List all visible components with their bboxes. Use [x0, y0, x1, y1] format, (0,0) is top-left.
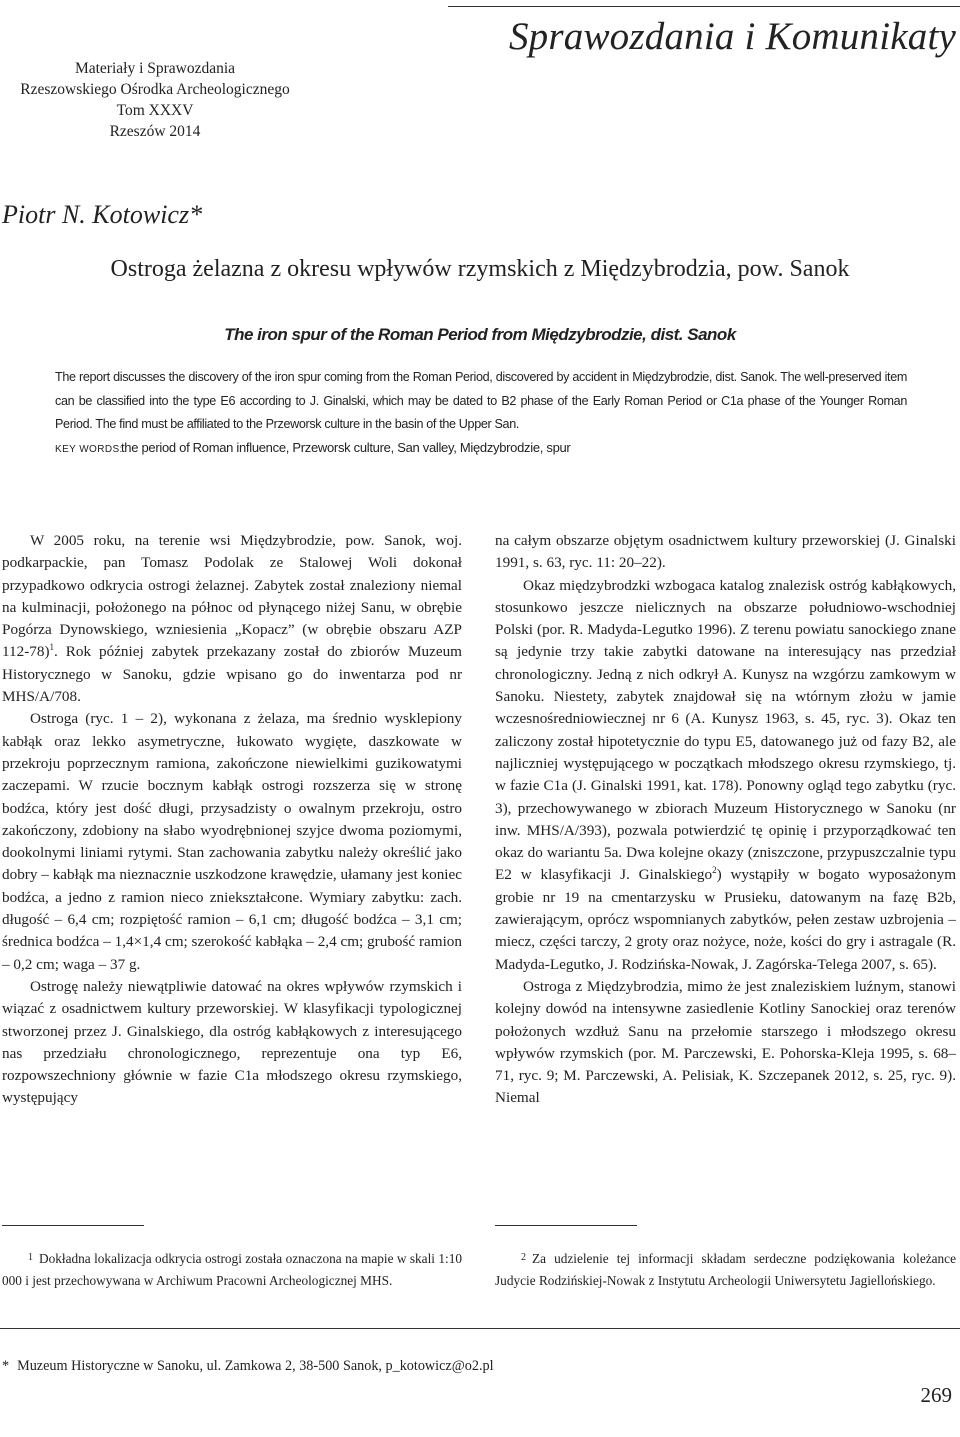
footnote-number: 1	[28, 1252, 33, 1263]
footnote-text: Za udzielenie tej informacji składam serdeczne podziękowania koleżance Judycie Rodzińskiej-Nowak z Instytutu Archeologii Uniwersytetu Jagiellońskiego.	[495, 1251, 956, 1288]
paragraph: Ostroga (ryc. 1 – 2), wykonana z żelaza, ma średnio wysklepiony kabłąk oraz lekko asymetryczne, łukowato wygięte, daszkowate w przekroju poprzecznym ramiona, zakończone niewielkimi guzikowatymi zaczepami. W rzucie bocznym kabłąk ostrogi rozszerza się w stronę bodźca, który jest dość długi, przysadzisty o owalnym przekroju, ostro zakończony, zdobiony na słabo wyodrębnionej szyjce dwoma poziomymi, dookolnymi liniami rytymi. Stan zachowania zabytku należy określić jako dobry – kabłąk ma nieznacznie uszkodzone krawędzie, ułamany jest koniec bodźca, a jedno z ramion nieco zniekształcone. Wymiary zabytku: zach. długość – 6,4 cm; rozpiętość ramion – 6,1 cm; długość bodźca – 3,1 cm; średnica bodźca – 1,4×1,4 cm; szerokość kabłąka – 2,4 cm; grubość ramion – 0,2 cm; waga – 37 g.	[2, 710, 462, 973]
paragraph: Ostroga z Międzybrodzia, mimo że jest znaleziskiem luźnym, stanowi kolejny dowód na intensywne zasiedlenie Kotliny Sanockiej oraz terenów położonych wzdłuż Sanu na przełomie starszego i młodszego okresu wpływów rzymskich (por. M. Parczewski, E. Pohorska-Kleja 1995, s. 68–71, ryc. 9; M. Parczewski, A. Pelisiak, K. Szczepanek 2012, s. 25, ryc. 9). Niemal	[495, 977, 956, 1107]
author-name: Piotr N. Kotowicz*	[2, 200, 203, 229]
affiliation-marker: *	[2, 1358, 10, 1374]
journal-place-year: Rzeszów 2014	[109, 123, 201, 140]
article-title-english: The iron spur of the Roman Period from Międzybrodzie, dist. Sanok	[224, 325, 736, 344]
abstract: The report discusses the discovery of the iron spur coming from the Roman Period, discovered by accident in Międzybrodzie, dist. Sanok. The well-preserved item can be classified into the type E6 according to J. Ginalski, which may be dated to B2 phase of the Early Roman Period or C1a phase of the Younger Roman Period. The find must be affiliated to the Przeworsk culture in the basin of the Upper San.	[55, 370, 907, 431]
paragraph: W 2005 roku, na terenie wsi Międzybrodzie, pow. Sanok, woj. podkarpackie, pan Tomasz Podolak ze Stalowej Woli dokonał przypadkowo odkrycia ostrogi żelaznej. Zabytek został znaleziony niemal na kulminacji, położonego na północ od płynącego niżej Sanu, w obrębie Pogórza Dynowskiego, wzniesienia „Kopacz” (w obrębie obszaru AZP 112-78)$^1$. Rok później zabytek przekazany został do zbiorów Muzeum Historycznego w Sanoku, gdzie wpisano go do inwentarza pod nr MHS/A/708.	[2, 532, 462, 706]
article-title-polish: Ostroga żelazna z okresu wpływów rzymskich z Międzybrodzia, pow. Sanok	[110, 256, 850, 282]
journal-name: Materiały i Sprawozdania	[74, 60, 236, 77]
header-rule	[448, 6, 960, 7]
body-column-left	[2, 530, 462, 1110]
keywords-label: KEY WORDS:	[55, 444, 123, 455]
journal-publisher: Rzeszowskiego Ośrodka Archeologicznego	[20, 81, 290, 98]
footnote-ref: 2	[712, 865, 717, 876]
footnote-number: 2	[521, 1252, 526, 1263]
footnote-2	[495, 1247, 956, 1291]
affiliation-rule	[0, 1328, 960, 1329]
page-number: 269	[920, 1383, 952, 1407]
keywords-line	[55, 440, 570, 455]
section-title: Sprawozdania i Komunikaty	[508, 15, 956, 58]
journal-volume: Tom XXXV	[116, 102, 194, 119]
paragraph: Ostrogę należy niewątpliwie datować na okres wpływów rzymskich i wiązać z osadnictwem kultury przeworskiej. W klasyfikacji typologicznej stworzonej przez J. Ginalskiego, dla ostróg kabłąkowych z interesującego nas przedziału chronologicznego, reprezentuje ona typ E6, rozpowszechniony głównie w fazie C1a młodszego okresu rzymskiego, występujący	[2, 977, 462, 1107]
paragraph: na całym obszarze objętym osadnictwem kultury przeworskiej (J. Ginalski 1991, s. 63, ryc. 11: 20–22).	[495, 532, 956, 572]
body-column-right	[495, 530, 956, 1110]
keywords-text: the period of Roman influence, Przeworsk culture, San valley, Międzybrodzie, spur	[121, 440, 571, 455]
footnote-rule	[495, 1225, 637, 1226]
footnote-1	[2, 1247, 462, 1291]
footnote-rule	[2, 1225, 144, 1226]
footnote-text: Dokładna lokalizacja odkrycia ostrogi została oznaczona na mapie w skali 1:10 000 i jest przechowywana w Archiwum Pracowni Archeologicznej MHS.	[2, 1251, 462, 1288]
author-affiliation	[2, 1358, 494, 1375]
paragraph: Okaz międzybrodzki wzbogaca katalog znalezisk ostróg kabłąkowych, stosunkowo jeszcze nielicznych na obszarze południowo-wschodniej Polski (por. R. Madyda-Legutko 1996). Z terenu powiatu sanockiego znane są jedynie trzy takie zabytki datowane na interesujący nas przedział chronologiczny. Jedną z nich odkrył A. Kunysz na wzgórzu zamkowym w Sanoku. Niestety, zabytek znajdował się na wtórnym złożu w jamie wczesnośredniowiecznej nr 6 (A. Kunysz 1963, s. 45, ryc. 3). Okaz ten zaliczony został hipotetycznie do typu E5, datowanego już od fazy B2, ale najliczniej występującego w początkach młodszego okresu rzymskiego, tj. w fazie C1a (J. Ginalski 1991, kat. 178). Ponowny ogląd tego zabytku (ryc. 3), przechowywanego w zbiorach Muzeum Historycznego w Sanoku (nr inw. MHS/A/393), pozwala potwierdzić tę opinię i przyporządkować ten okaz do wariantu 5a. Dwa kolejne okazy (zniszczone, przypuszczalnie typu E2 w klasyfikacji J. Ginalskiego$^2$) wystąpiły w bogato wyposażonym grobie nr 19 na cmentarzysku w Prusieku, datowanym na fazę B2b, zawierającym, oprócz wspomnianych zabytków, pełen zestaw uzbrojenia – miecz, części tarczy, 2 groty oraz nożyce, noże, kości do gry i astragale (R. Madyda-Legutko, J. Rodzińska-Nowak, J. Zagórska-Telega 2007, s. 65).	[495, 576, 957, 973]
footnote-ref: 1	[49, 642, 55, 653]
journal-info	[0, 58, 310, 142]
affiliation-text: Muzeum Historyczne w Sanoku, ul. Zamkowa 2, 38-500 Sanok, p_kotowicz@o2.pl	[17, 1358, 494, 1374]
